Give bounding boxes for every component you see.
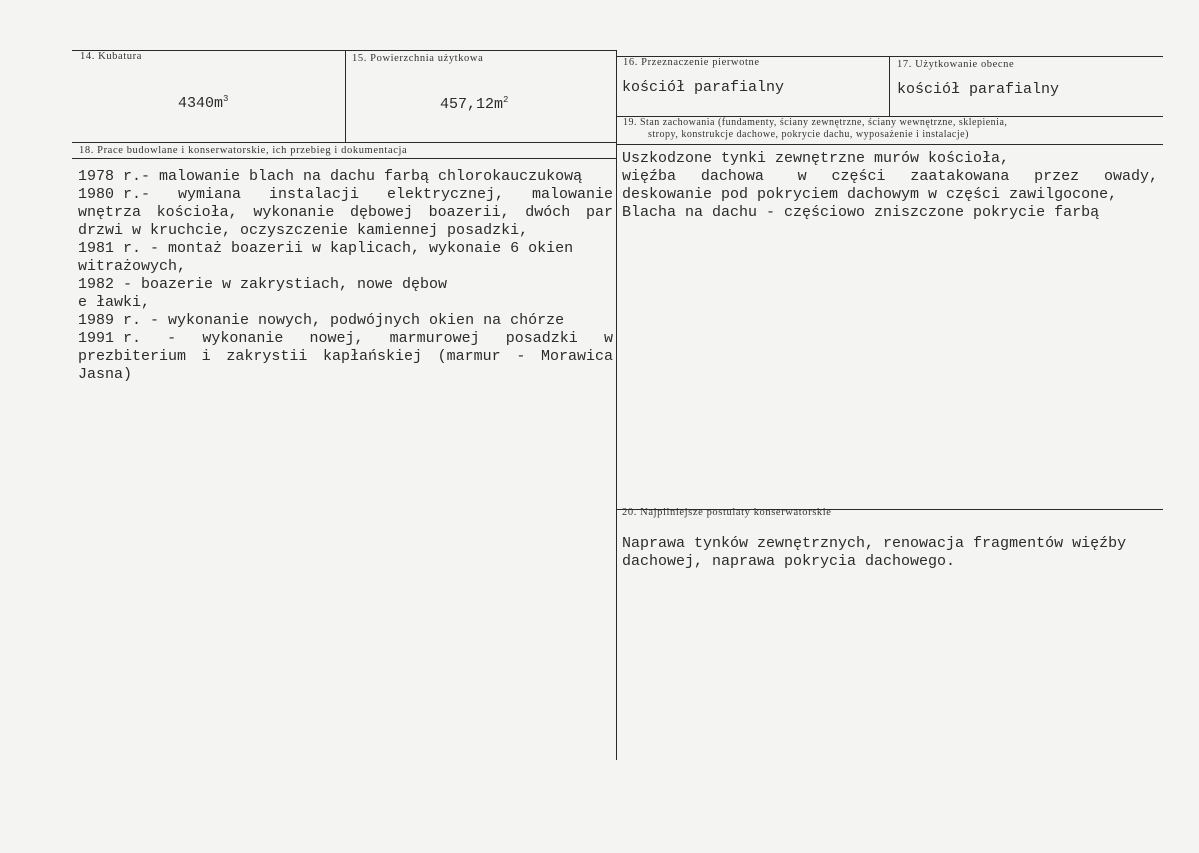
text-word: boazerii, <box>428 204 510 221</box>
text-word: (marmur <box>437 348 501 365</box>
text-line: 1982 - boazerie w zakrystiach, nowe dębow <box>78 276 448 293</box>
text-line: 1989 r. - wykonanie nowych, podwójnych okien na chórze <box>78 312 565 329</box>
text-word: owady, <box>1103 168 1158 185</box>
text-line <box>622 168 1158 186</box>
rule-under-14-15 <box>72 142 617 143</box>
text-line: witrażowych, <box>78 258 187 275</box>
text-word: przez <box>1034 168 1080 185</box>
text-line: drzwi w kruchcie, oczyszczenie kamiennej posadzki, <box>78 222 529 239</box>
field-14-value <box>178 90 228 113</box>
text-line: deskowanie pod pokryciem dachowym w części zawilgocone, <box>622 186 1118 203</box>
kubatura-unit-exponent: 3 <box>223 94 229 104</box>
text-word: w <box>603 330 613 347</box>
text-word: malowanie <box>531 186 613 203</box>
text-word: nowej, <box>309 330 364 347</box>
text-word: kapłańskiej <box>322 348 423 365</box>
area-value: 457,12m <box>440 96 504 113</box>
text-word: dwóch <box>525 204 571 221</box>
text-line: 1978 r.- malowanie blach na dachu farbą chlorokauczukową <box>78 168 583 185</box>
text-word: zakrystii <box>226 348 308 365</box>
text-word: instalacji <box>268 186 359 203</box>
text-line: dachowej, naprawa pokrycia dachowego. <box>622 553 956 570</box>
text-line: Naprawa tynków zewnętrznych, renowacja fragmentów więźby <box>622 535 1127 552</box>
field-20-label: 20. Najpilniejsze postulaty konserwatorskie <box>622 507 832 518</box>
text-line: Uszkodzone tynki zewnętrzne murów kościoła, <box>622 150 1010 167</box>
field-20-text <box>622 535 1158 571</box>
text-word: części <box>831 168 886 185</box>
text-word: wykonanie <box>253 204 335 221</box>
text-line: e ławki, <box>78 294 151 311</box>
text-line <box>78 204 613 222</box>
field-16-value: kościół parafialny <box>622 79 785 96</box>
field-16-label: 16. Przeznaczenie pierwotne <box>623 57 760 68</box>
text-word: dębowej <box>349 204 413 221</box>
field-15-label: 15. Powierzchnia użytkowa <box>352 53 484 64</box>
text-line <box>78 330 613 348</box>
text-word: kościoła, <box>156 204 238 221</box>
text-line: 1981 r. - montaż boazerii w kaplicach, wykonaie 6 okien <box>78 240 574 257</box>
field-17-value: kościół parafialny <box>897 81 1060 98</box>
text-word: Morawica <box>540 348 613 365</box>
field-17-label: 17. Użytkowanie obecne <box>897 59 1015 70</box>
text-word: - <box>516 348 526 365</box>
field-19-label-line2: stropy, konstrukcje dachowe, pokrycie dachu, wyposażenie i instalacje) <box>648 129 969 140</box>
text-word: - <box>167 330 177 347</box>
text-word: i <box>201 348 211 365</box>
text-word: wykonanie <box>202 330 284 347</box>
rule-under-19-label <box>617 144 1163 145</box>
text-word: zaatakowana <box>910 168 1010 185</box>
divider-16-17 <box>889 56 890 116</box>
text-word: posadzki <box>505 330 578 347</box>
rule-under-18-label <box>72 158 617 159</box>
text-line <box>78 186 613 204</box>
field-19-text <box>622 150 1158 222</box>
field-18-text <box>78 168 613 384</box>
text-word: więźba <box>622 168 677 185</box>
kubatura-value: 4340m <box>178 95 224 112</box>
text-line: Blacha na dachu - częściowo zniszczone pokrycie farbą <box>622 204 1100 221</box>
text-word: prezbiterium <box>78 348 187 365</box>
text-word: elektrycznej, <box>386 186 504 203</box>
area-unit-exponent: 2 <box>503 95 509 105</box>
divider-14-15 <box>345 50 346 142</box>
text-word: 1991 r. <box>78 330 142 347</box>
text-line <box>78 348 613 366</box>
center-divider <box>616 50 617 760</box>
text-word: w <box>788 168 807 185</box>
text-word: dachowa <box>700 168 764 185</box>
text-word: wymiana <box>177 186 241 203</box>
text-word: 1980 r.- <box>78 186 151 203</box>
text-line: Jasna) <box>78 366 133 383</box>
text-word: wnętrza <box>78 204 142 221</box>
text-word: par <box>585 204 613 221</box>
field-18-label: 18. Prace budowlane i konserwatorskie, ich przebieg i dokumentacja <box>79 145 408 156</box>
field-19-label-line1: 19. Stan zachowania (fundamenty, ściany zewnętrzne, ściany wewnętrzne, sklepienia, <box>623 117 1008 128</box>
field-14-label: 14. Kubatura <box>80 51 143 62</box>
text-word: marmurowej <box>389 330 480 347</box>
field-15-value <box>440 91 508 114</box>
